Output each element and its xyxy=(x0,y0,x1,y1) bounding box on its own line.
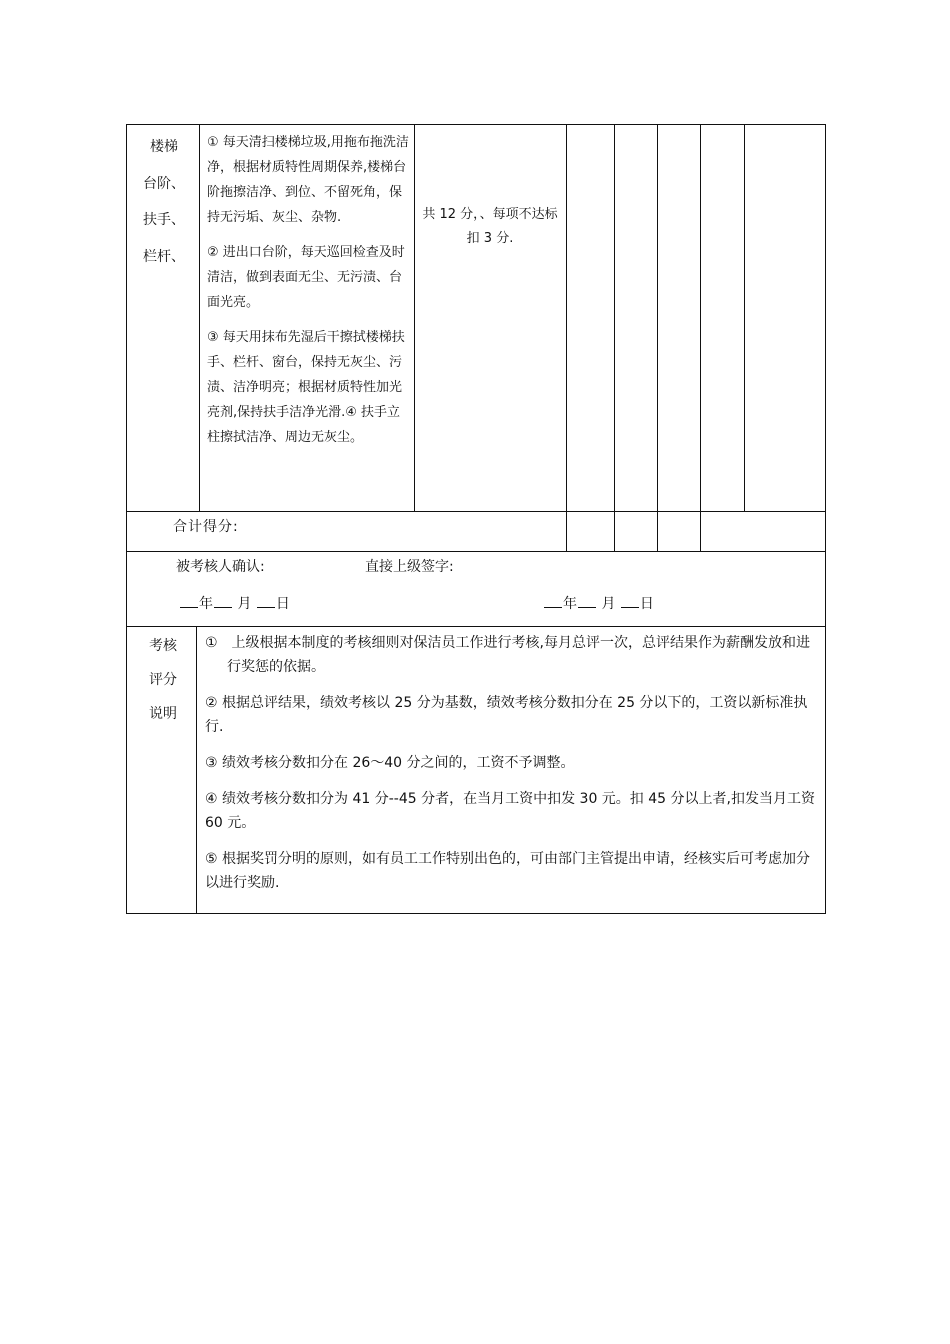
cleaning-standards xyxy=(207,130,412,460)
date-blank[interactable] xyxy=(180,597,198,608)
standard-item: ③ 每天用抹布先湿后干擦拭楼梯扶手、栏杆、窗台，保持无灰尘、污渍、洁净明亮；根据材质特性加光亮剂,保持扶手洁净光滑.④ 扶手立柱擦拭洁净、周边无灰尘。 xyxy=(207,330,405,445)
month-label: 月 xyxy=(601,596,616,612)
note-item: ① 上级根据本制度的考核细则对保洁员工作进行考核,每月总评一次，总评结果作为薪酬发放和进行奖惩的依据。 xyxy=(205,635,810,675)
year-label: 年 xyxy=(563,596,577,612)
day-label: 日 xyxy=(639,596,654,612)
notes-label xyxy=(135,629,191,731)
note-item: ③ 绩效考核分数扣分在 26～40 分之间的，工资不予调整。 xyxy=(205,755,575,771)
scoring-notes-table xyxy=(126,626,826,914)
month-label: 月 xyxy=(237,596,252,612)
assessee-date xyxy=(179,593,290,613)
standard-item: ① 每天清扫楼梯垃圾,用拖布拖洗洁净，根据材质特性周期保养,楼梯台阶拖擦洁净、到位、不留死角，保持无污垢、灰尘、杂物. xyxy=(207,135,409,225)
score-rule: 共 12 分，、每项不达标扣 3 分. xyxy=(422,207,558,246)
notes-label-line: 考核 xyxy=(149,638,177,654)
item-label-line: 台阶、 xyxy=(143,175,185,192)
date-blank[interactable] xyxy=(214,597,232,608)
note-item: ② 根据总评结果，绩效考核以 25 分为基数，绩效考核分数扣分在 25 分以下的，工资以新标准执行. xyxy=(205,695,808,735)
note-item: ⑤ 根据奖罚分明的原则，如有员工工作特别出色的，可由部门主管提出申请，经核实后可考虑加分以进行奖励. xyxy=(205,851,810,891)
date-blank[interactable] xyxy=(578,597,596,608)
total-score-label: 合计得分: xyxy=(173,519,239,535)
item-label-line: 扶手、 xyxy=(143,212,185,228)
date-blank[interactable] xyxy=(621,597,639,608)
date-blank[interactable] xyxy=(257,597,275,608)
assessment-table xyxy=(126,124,826,627)
date-blank[interactable] xyxy=(544,597,562,608)
supervisor-signature-label: 直接上级签字: xyxy=(365,559,454,575)
assessee-confirm-label: 被考核人确认: xyxy=(176,559,265,575)
signature-row xyxy=(127,552,827,627)
day-label: 日 xyxy=(275,596,290,612)
notes-label-line: 说明 xyxy=(149,706,177,722)
standard-item: ② 进出口台阶，每天巡回检查及时清洁，做到表面无尘、无污渍、台面光亮。 xyxy=(207,245,405,310)
note-item: ④ 绩效考核分数扣分为 41 分--45 分者，在当月工资中扣发 30 元。扣 45 分以上者,扣发当月工资 60 元。 xyxy=(205,791,815,831)
supervisor-date xyxy=(543,593,654,613)
notes-label-line: 评分 xyxy=(149,672,177,688)
item-label xyxy=(129,129,199,275)
item-label-line: 楼梯 xyxy=(150,139,178,155)
notes-list xyxy=(205,631,819,907)
item-label-line: 栏杆、 xyxy=(143,248,185,265)
year-label: 年 xyxy=(199,596,213,612)
